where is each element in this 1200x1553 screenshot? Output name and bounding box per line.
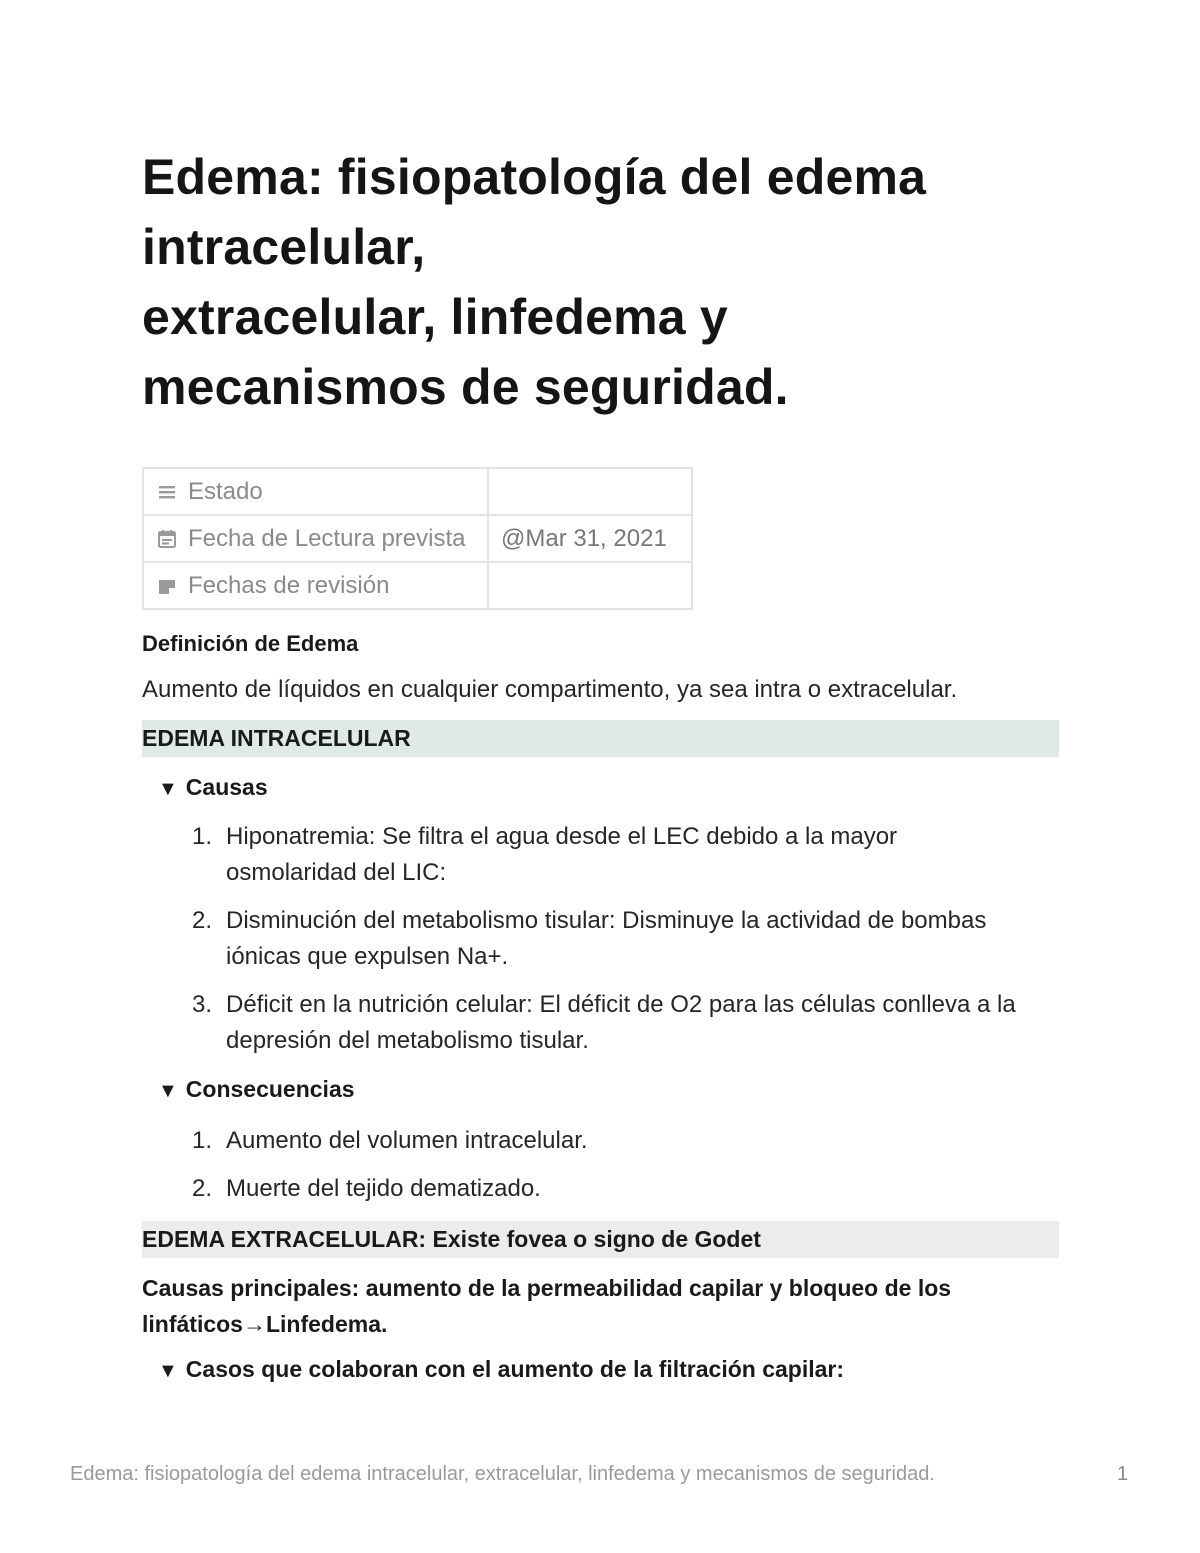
consequences-list bbox=[184, 1123, 1024, 1207]
list-number: 2. bbox=[192, 1175, 213, 1202]
toggle-causas[interactable] bbox=[158, 774, 268, 801]
toggle-label: Consecuencias bbox=[185, 1076, 355, 1102]
triangle-down-icon[interactable]: ▼ bbox=[158, 1360, 178, 1382]
causes-list bbox=[184, 819, 1024, 1059]
property-value bbox=[488, 468, 692, 515]
list-text: Muerte del tejido dematizado. bbox=[226, 1175, 541, 1202]
list-line: iónicas que expulsen Na+. bbox=[226, 943, 509, 970]
list-line: Hiponatremia: Se filtra el agua desde el LEC debido a la mayor bbox=[226, 823, 898, 850]
triangle-down-icon[interactable]: ▼ bbox=[158, 778, 178, 800]
property-key bbox=[143, 515, 488, 562]
property-key bbox=[143, 562, 488, 609]
toggle-label: Casos que colaboran con el aumento de la filtración capilar: bbox=[185, 1356, 845, 1382]
page-title bbox=[142, 142, 1072, 422]
property-value[interactable]: @Mar 31, 2021 bbox=[488, 515, 692, 562]
list-item bbox=[184, 987, 1024, 1059]
list-number: 1. bbox=[192, 1127, 213, 1154]
property-label: Estado bbox=[188, 477, 263, 505]
list-number: 1. bbox=[192, 823, 213, 850]
definition-heading: Definición de Edema bbox=[142, 631, 359, 656]
list-item bbox=[184, 1171, 1024, 1207]
main-causes-line: Causas principales: aumento de la permeabilidad capilar y bloqueo de los bbox=[142, 1275, 952, 1301]
calendar-icon bbox=[157, 529, 177, 549]
title-line: extracelular, linfedema y bbox=[142, 289, 728, 345]
toggle-casos-filtracion[interactable] bbox=[158, 1356, 844, 1383]
page-number: 1 bbox=[1117, 1463, 1129, 1485]
main-causes-line: linfáticos→Linfedema. bbox=[142, 1311, 388, 1337]
list-number: 2. bbox=[192, 907, 213, 934]
list-number: 3. bbox=[192, 991, 213, 1018]
triangle-down-icon[interactable]: ▼ bbox=[158, 1080, 178, 1102]
property-row-fechas-revision bbox=[143, 562, 692, 609]
page-footer: Edema: fisiopatología del edema intracelular, extracelular, linfedema y mecanismos de seguridad. bbox=[70, 1463, 935, 1485]
property-label: Fechas de revisión bbox=[188, 571, 390, 599]
list-item bbox=[184, 903, 1024, 975]
properties-table bbox=[142, 467, 693, 610]
section-heading-intracellular: EDEMA INTRACELULAR bbox=[142, 720, 1059, 757]
list-item bbox=[184, 819, 1024, 891]
property-value bbox=[488, 562, 692, 609]
list-item bbox=[184, 1123, 1024, 1159]
note-icon bbox=[157, 576, 177, 596]
main-causes-text bbox=[142, 1270, 1060, 1342]
title-line: mecanismos de seguridad. bbox=[142, 359, 789, 415]
section-heading-extracellular: EDEMA EXTRACELULAR: Existe fovea o signo de Godet bbox=[142, 1221, 1059, 1258]
toggle-label: Causas bbox=[185, 774, 268, 800]
list-text: Aumento del volumen intracelular. bbox=[226, 1127, 588, 1154]
title-line: Edema: fisiopatología del edema bbox=[142, 149, 927, 205]
list-line: depresión del metabolismo tisular. bbox=[226, 1027, 589, 1054]
property-row-estado bbox=[143, 468, 692, 515]
list-line: Disminución del metabolismo tisular: Disminuye la actividad de bombas bbox=[226, 907, 987, 934]
definition-text: Aumento de líquidos en cualquier compartimento, ya sea intra o extracelular. bbox=[142, 676, 958, 703]
property-key bbox=[143, 468, 488, 515]
list-icon bbox=[157, 482, 177, 502]
property-label: Fecha de Lectura prevista bbox=[188, 524, 466, 552]
list-line: Déficit en la nutrición celular: El déficit de O2 para las células conlleva a la bbox=[226, 991, 1016, 1018]
property-row-fecha-lectura bbox=[143, 515, 692, 562]
list-line: osmolaridad del LIC: bbox=[226, 859, 447, 886]
title-line: intracelular, bbox=[142, 219, 426, 275]
toggle-consecuencias[interactable] bbox=[158, 1076, 355, 1103]
